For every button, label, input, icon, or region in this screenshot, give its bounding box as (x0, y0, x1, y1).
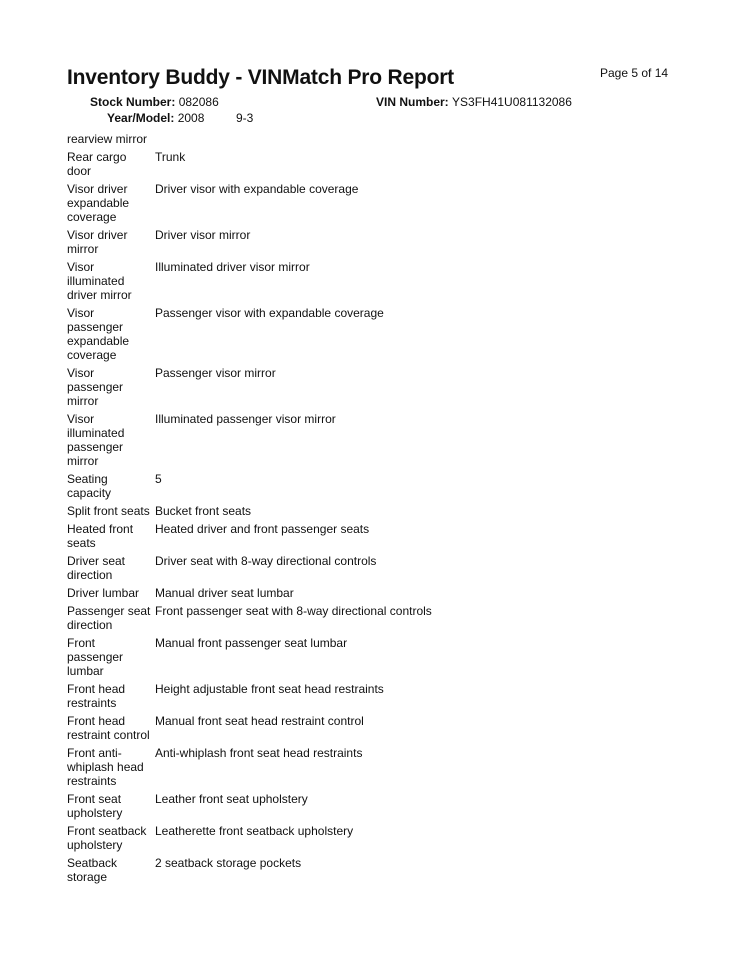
feature-label: Visor illuminated driver mirror (67, 260, 132, 302)
feature-value: Driver visor with expandable coverage (155, 182, 359, 196)
feature-value: Driver seat with 8-way directional controls (155, 554, 377, 568)
feature-value: Height adjustable front seat head restraints (155, 682, 384, 696)
feature-label: Visor passenger mirror (67, 366, 124, 408)
model-value: 9-3 (236, 111, 254, 125)
feature-label: Front seat upholstery (67, 792, 123, 820)
feature-list (67, 132, 707, 888)
feature-label: Rear cargo door (67, 150, 127, 178)
year-value: 2008 (177, 111, 205, 125)
feature-label: Front passenger lumbar (67, 636, 124, 678)
vin-value: YS3FH41U081132086 (452, 95, 572, 109)
feature-label: Visor driver mirror (67, 228, 128, 256)
feature-value: Anti-whiplash front seat head restraints (155, 746, 363, 760)
feature-label: Front anti- whiplash head restraints (67, 746, 144, 788)
feature-label: Driver seat direction (67, 554, 126, 582)
feature-value: Heated driver and front passenger seats (155, 522, 370, 536)
feature-row (67, 586, 707, 600)
feature-value: Trunk (155, 150, 186, 164)
feature-value: Illuminated driver visor mirror (155, 260, 310, 274)
feature-value: Passenger visor mirror (155, 366, 276, 380)
feature-value: Leather front seat upholstery (155, 792, 308, 806)
feature-row (67, 604, 707, 632)
feature-row (67, 366, 707, 408)
feature-value: Driver visor mirror (155, 228, 251, 242)
feature-label: Heated front seats (67, 522, 134, 550)
feature-row (67, 554, 707, 582)
feature-row (67, 504, 707, 518)
feature-value: Illuminated passenger visor mirror (155, 412, 336, 426)
feature-row (67, 792, 707, 820)
feature-row (67, 824, 707, 852)
feature-row (67, 856, 707, 884)
feature-label: Front head restraint control (67, 714, 150, 742)
stock-number-label: Stock Number: (90, 95, 176, 109)
feature-row (67, 682, 707, 710)
feature-label: Front head restraints (67, 682, 126, 710)
feature-row (67, 746, 707, 788)
feature-value: 2 seatback storage pockets (155, 856, 302, 870)
feature-row (67, 636, 707, 678)
feature-value: 5 (155, 472, 162, 486)
feature-row (67, 472, 707, 500)
report-title: Inventory Buddy - VINMatch Pro Report (67, 66, 454, 89)
feature-label: Visor driver expandable coverage (67, 182, 130, 224)
feature-value: Manual front passenger seat lumbar (155, 636, 348, 650)
feature-row (67, 714, 707, 742)
feature-value: Front passenger seat with 8-way directional controls (155, 604, 432, 618)
feature-label: Passenger seat direction (67, 604, 151, 632)
feature-row (67, 150, 707, 178)
feature-label: Split front seats (67, 504, 150, 518)
feature-value: Manual front seat head restraint control (155, 714, 364, 728)
feature-row (67, 522, 707, 550)
feature-value: Manual driver seat lumbar (155, 586, 294, 600)
feature-row (67, 260, 707, 302)
feature-value: Bucket front seats (155, 504, 252, 518)
feature-value: Passenger visor with expandable coverage (155, 306, 384, 320)
feature-label: Visor illuminated passenger mirror (67, 412, 125, 468)
year-model-label: Year/Model: (107, 111, 175, 125)
feature-row (67, 412, 707, 468)
feature-value: Leatherette front seatback upholstery (155, 824, 354, 838)
continued-text: rearview mirror (67, 132, 148, 146)
feature-row (67, 182, 707, 224)
vin-label: VIN Number: (376, 95, 449, 109)
feature-label: Driver lumbar (67, 586, 140, 600)
page-number: Page 5 of 14 (600, 66, 669, 80)
feature-row (67, 228, 707, 256)
stock-number-value: 082086 (178, 95, 219, 109)
feature-row (67, 306, 707, 362)
feature-label: Visor passenger expandable coverage (67, 306, 130, 362)
feature-label: Seating capacity (67, 472, 112, 500)
feature-label: Front seatback upholstery (67, 824, 147, 852)
feature-label: Seatback storage (67, 856, 118, 884)
